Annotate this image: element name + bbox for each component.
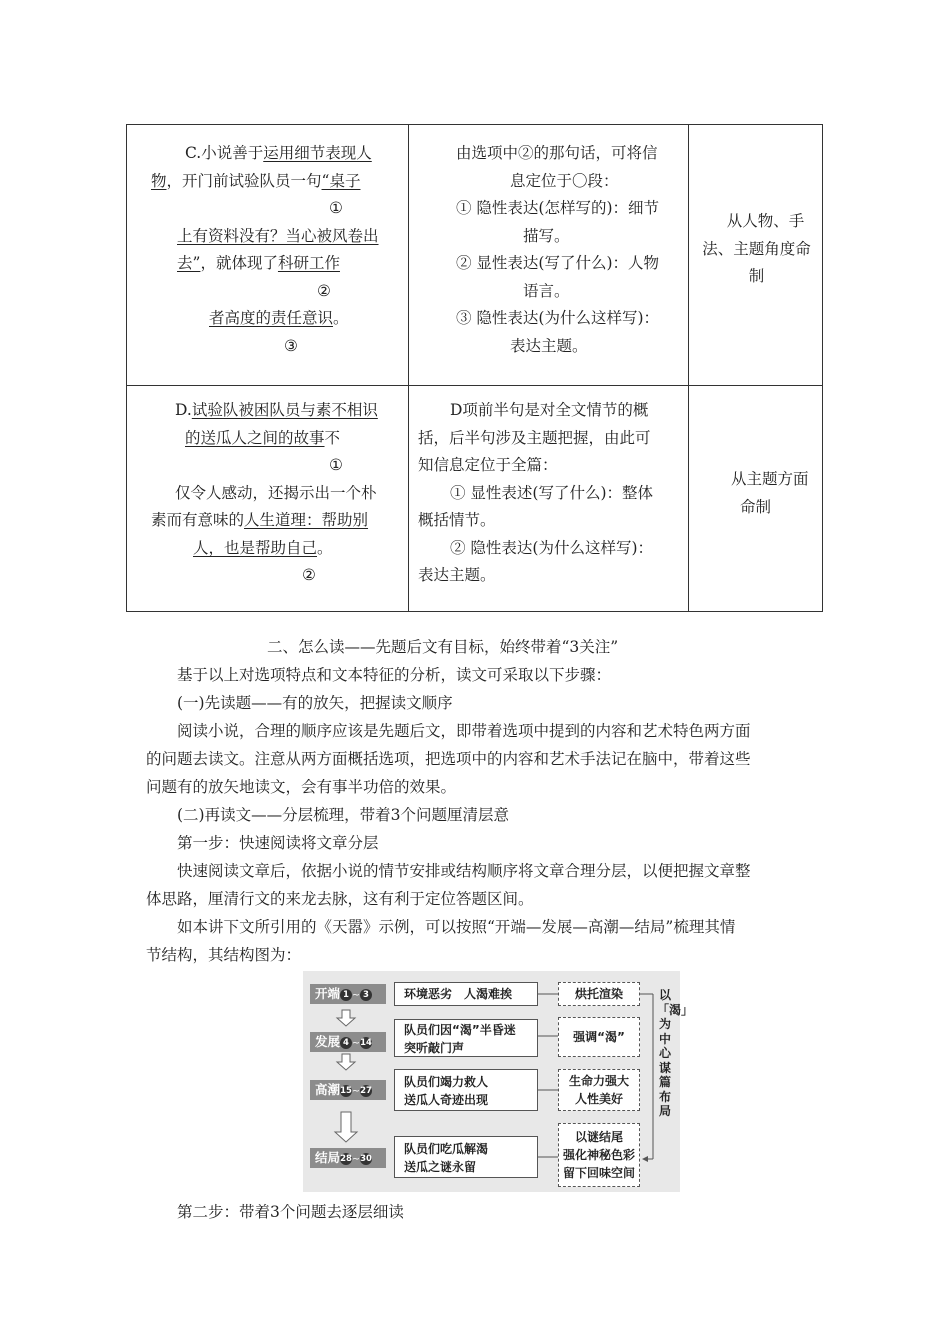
subheading: (一)先读题——有的放矢，把握读文顺序 — [177, 694, 453, 712]
paragraph: 的问题去读文。注意从两方面概括选项，把选项中的内容和艺术手法记在脑中，带着这些 — [146, 750, 751, 768]
stage-effect: 以谜结尾 强化神秘色彩 留下回味空间 — [558, 1123, 640, 1187]
stage-effect: 强调“渴” — [558, 1017, 640, 1057]
option-d-angle: 从主题方面 命制 — [731, 470, 809, 516]
option-c-cell: C.小说善于运用细节表现人 物，开门前试验队员一句“桌子 ① 上有资料没有？当心被风卷出 去”，就体现了科研工作 ② 者高度的责任意识。 ③ — [127, 140, 408, 360]
paragraph: 体思路，厘清行文的来龙去脉，这有利于定位答题区间。 — [146, 890, 534, 908]
stage-label: 开端 1 ~ 3 — [310, 984, 386, 1004]
paragraph: 基于以上对选项特点和文本特征的分析，读文可采取以下步骤： — [177, 666, 612, 684]
mark: ② — [317, 281, 331, 300]
mark: ③ — [284, 336, 298, 355]
stage-effect: 生命力强大 人性美好 — [558, 1069, 640, 1111]
stage-label: 发展 4 ~14 — [310, 1032, 386, 1052]
plot-structure-diagram — [303, 971, 694, 1192]
option-c-angle: 从人物、手 法、主题角度命 制 — [702, 212, 811, 285]
mark: ② — [302, 566, 316, 584]
step-label: 第二步：带着3个问题去逐层细读 — [177, 1203, 404, 1221]
stage-content: 队员们竭力救人 送瓜人奇迹出现 — [394, 1069, 538, 1111]
paragraph: 阅读小说，合理的顺序应该是先题后文，即带着选项中提到的内容和艺术特色两方面 — [177, 722, 751, 740]
paragraph: 快速阅读文章后，依据小说的情节安排或结构顺序将文章合理分层，以便把握文章整 — [177, 862, 751, 880]
mark: ① — [329, 456, 343, 474]
option-c-analysis: 由选项中②的那句话，可将信 息定位于〇段： ① 隐性表达(怎样写的)：细节 描写。 ② 显性表达(写了什么)：人物 语言。 ③ 隐性表达(为什么这样写)： 表达主题。 — [456, 144, 660, 355]
stage-content: 队员们因“渴”半昏迷 突听敲门声 — [394, 1019, 538, 1057]
paragraph: 问题有的放矢地读文，会有事半功倍的效果。 — [146, 778, 457, 796]
option-d-cell: D.试验队被困队员与素不相识 的送瓜人之间的故事不 ① 仅令人感动，还揭示出一个朴 素而有意味的人生道理：帮助别 人，也是帮助自己。 ② — [127, 397, 408, 590]
paragraph: 节结构，其结构图为： — [146, 946, 302, 964]
step-label: 第一步：快速阅读将文章分层 — [177, 834, 379, 852]
analysis-table — [126, 124, 823, 612]
stage-content: 队员们吃瓜解渴 送瓜之谜永留 — [394, 1136, 538, 1178]
stage-label: 结局28~30 — [310, 1148, 386, 1168]
stage-effect: 烘托渲染 — [558, 982, 640, 1006]
paragraph: 如本讲下文所引用的《天嚣》示例，可以按照“开端—发展—高潮—结局”梳理其情 — [177, 918, 736, 936]
side-label: 以「渴」为中心谋篇布局 — [657, 988, 694, 1118]
option-d-analysis: D项前半句是对全文情节的概 括，后半句涉及主题把握，由此可 知信息定位于全篇： ① 显性表述(写了什么)：整体 概括情节。 ② 隐性表达(为什么这样写)： 表达主题。 — [418, 401, 654, 584]
stage-content: 环境恶劣 人渴难挨 — [394, 982, 538, 1006]
subheading: (二)再读文——分层梳理，带着3个问题厘清层意 — [177, 806, 509, 824]
stage-label: 高潮15~27 — [310, 1080, 386, 1100]
mark: ① — [329, 199, 343, 217]
section-heading: 二、怎么读——先题后文有目标，始终带着“3关注” — [267, 638, 619, 656]
